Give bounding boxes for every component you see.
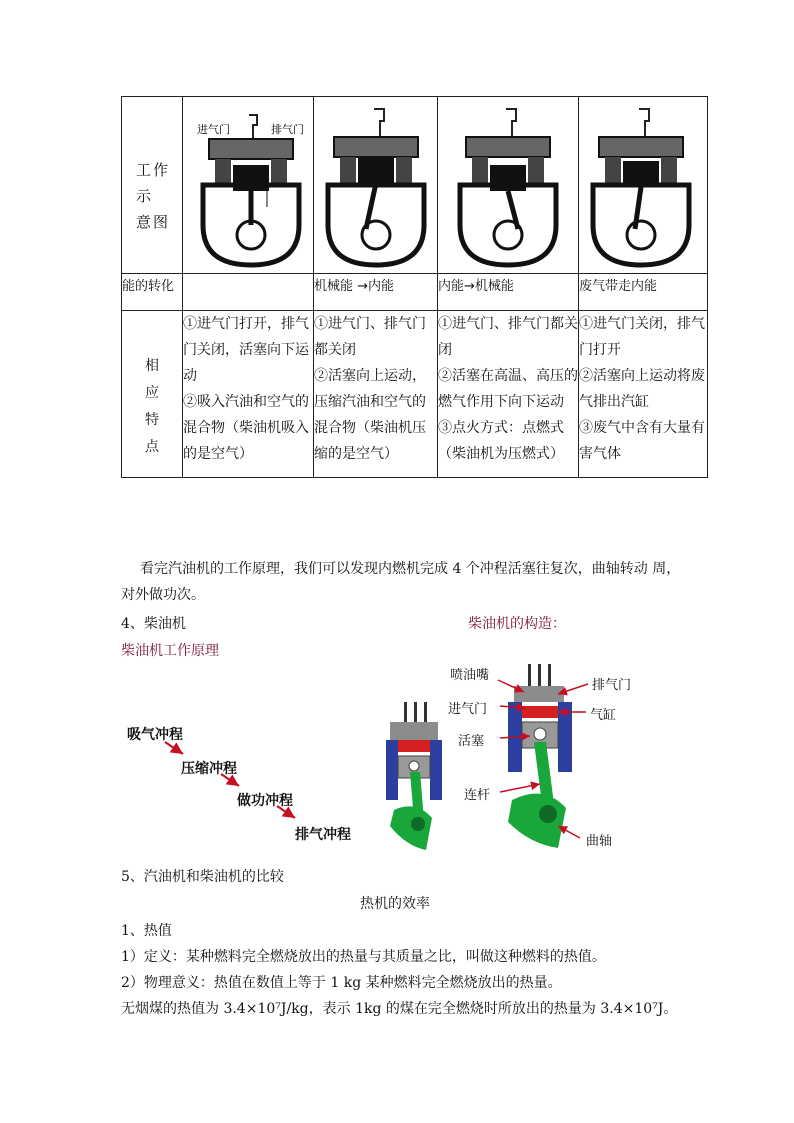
feature-item: ①进气门、排气门都关闭 xyxy=(438,316,578,358)
exhaust-valve-label: 排气门 xyxy=(271,123,304,136)
row1-label-a: 工作示 xyxy=(136,161,171,205)
features-compression xyxy=(314,311,438,478)
diesel-principle-heading: 柴油机工作原理 xyxy=(121,643,219,659)
energy-compression: 机械能 →内能 xyxy=(314,274,438,311)
heading-efficiency: 热机的效率 xyxy=(360,896,430,912)
stroke-exhaust: 排气冲程 xyxy=(295,827,351,843)
feature-item: ②活塞在高温、高压的燃气作用下向下运动 xyxy=(438,368,578,410)
feat-label-0: 相 xyxy=(145,358,159,374)
feat-label-1: 应 xyxy=(145,385,159,401)
row-label-features xyxy=(122,311,183,478)
feature-item: ②吸入汽油和空气的混合物（柴油机吸入的是空气） xyxy=(183,394,309,462)
stroke-intake: 吸气冲程 xyxy=(127,727,183,743)
energy-intake xyxy=(183,274,314,311)
features-intake xyxy=(183,311,314,478)
stroke-power: 做功冲程 xyxy=(237,793,293,809)
section-heat-value: 1、热值 xyxy=(121,923,172,939)
stroke-sequence xyxy=(121,718,361,848)
label-crank: 曲轴 xyxy=(586,834,613,849)
features-power xyxy=(438,311,579,478)
feature-item: ①进气门关闭，排气门打开 xyxy=(579,316,705,358)
para-summary-2: 对外做功次。 xyxy=(121,587,205,603)
diesel-structure-diagram xyxy=(440,658,660,858)
diesel-structure-heading: 柴油机的构造： xyxy=(468,616,566,632)
feature-item: ①进气门打开，排气门关闭，活塞向下运动 xyxy=(183,316,309,384)
feat-label-2: 特 xyxy=(145,412,159,428)
label-nozzle: 喷油嘴 xyxy=(450,668,490,683)
section-diesel: 4、柴油机 xyxy=(121,616,186,632)
intake-stroke-diagram xyxy=(183,97,314,274)
row-label-energy: 能的转化 xyxy=(122,274,183,311)
feat-label-3: 点 xyxy=(145,439,159,455)
stroke-compression: 压缩冲程 xyxy=(181,761,237,777)
feature-item: ①进气门、排气门都关闭 xyxy=(314,316,426,358)
feature-item: ③点火方式：点燃式（柴油机为压燃式） xyxy=(438,420,564,462)
label-exhaust-valve: 排气门 xyxy=(592,678,632,693)
row1-label-b: 意图 xyxy=(136,213,171,231)
label-cylinder: 气缸 xyxy=(590,708,617,723)
intake-valve-label: 进气门 xyxy=(197,123,230,136)
power-stroke-diagram xyxy=(438,97,579,274)
heat-value-definition: 1）定义：某种燃料完全燃烧放出的热量与其质量之比，叫做这种燃料的热值。 xyxy=(121,949,606,965)
feature-item: ②活塞向上运动将废气排出汽缸 xyxy=(579,368,705,410)
feature-item: ②活塞向上运动，压缩汽油和空气的混合物（柴油机压缩的是空气） xyxy=(314,368,426,462)
stroke-table xyxy=(121,96,708,478)
energy-exhaust: 废气带走内能 xyxy=(579,274,708,311)
heat-value-meaning: 2）物理意义：热值在数值上等于 1 kg 某种燃料完全燃烧放出的热量。 xyxy=(121,975,562,991)
heat-value-example: 无烟煤的热值为 3.4×10⁷J/kg，表示 1kg 的煤在完全燃烧时所放出的热量为 3.4×10⁷J。 xyxy=(121,1001,678,1017)
row-label-diagram xyxy=(122,97,183,274)
section-compare: 5、汽油机和柴油机的比较 xyxy=(121,869,284,885)
features-exhaust xyxy=(579,311,708,478)
energy-power: 内能→机械能 xyxy=(438,274,579,311)
feature-item: ③废气中含有大量有害气体 xyxy=(579,420,705,462)
label-piston: 活塞 xyxy=(458,734,485,749)
compression-stroke-diagram xyxy=(314,97,438,274)
label-intake-valve: 进气门 xyxy=(448,702,488,717)
para-summary-1: 看完汽油机的工作原理，我们可以发现内燃机完成 4 个冲程活塞往复次，曲轴转动 周， xyxy=(140,561,681,577)
label-rod: 连杆 xyxy=(464,788,491,803)
exhaust-stroke-diagram xyxy=(579,97,708,274)
